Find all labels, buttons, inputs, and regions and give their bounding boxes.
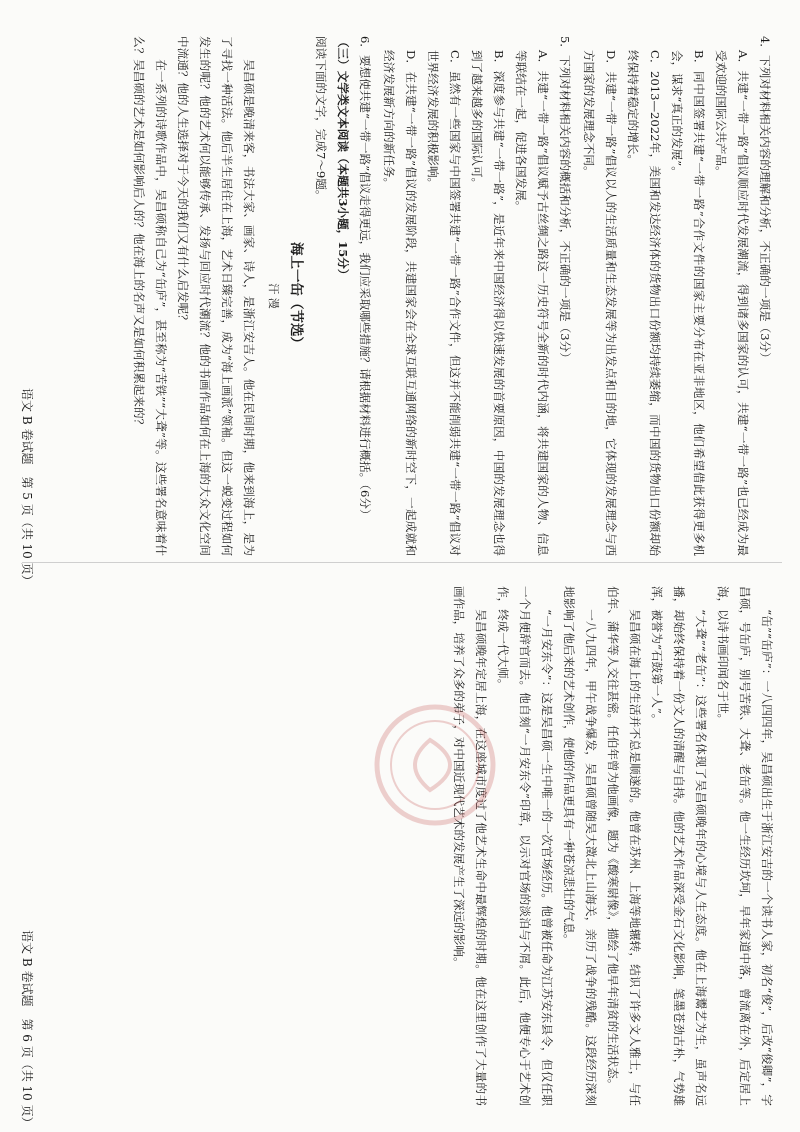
- question-5-option-a: A．共建“一带一路”倡议赋予古丝绸之路这一历史符号全新的时代内涵，将共建国家的人物、信息等联结在一起，促进各国发展。: [514, 50, 550, 556]
- story-paragraph-6: 一八九四年，甲午战争爆发，吴昌硕曾随吴大澂北上山海关，亲历了战争的残酷。这段经历深刻地影响了他后来的艺术创作，使他的作品更具有一种苍凉悲壮的气息。: [562, 586, 598, 1106]
- section-heading: （三）文学类文本阅读（本题共3小题，15分）: [336, 36, 350, 281]
- red-seal-watermark-icon: [370, 700, 500, 830]
- page-divider: [22, 562, 782, 563]
- page-6-footer: 语文 B 卷试题 第 6 页（共 10 页）: [20, 930, 34, 1129]
- question-4-option-c: C．2013—2022年，美国和发达经济体的货物出口份额均持续萎缩，而中国的货物出口份额却始终保持着稳定的增长。: [626, 50, 662, 556]
- question-5-stem: 5．下列对材料相关内容的概括和分析，不正确的一项是（3分）: [558, 36, 572, 364]
- story-paragraph-5: 吴昌硕在海上的生活并不总是顺遂的。他曾在苏州、上海等地辗转，结识了许多文人雅士，与任伯年、蒲华等人交往甚密。任伯年曾为他画像，题为《酸寒尉像》，描绘了他早年清贫的生活状态。: [606, 586, 642, 1106]
- story-paragraph-2: 在一系列的诗歌作品中，吴昌硕称自己为“缶庐”，甚至称为“苦铁”“大聋”等。这些署名意味着什么？吴昌硕的艺术是如何影响后人的？他在海上的名声又是如何积累起来的？: [132, 36, 168, 556]
- page-5-footer: 语文 B 卷试题 第 5 页（共 10 页）: [20, 388, 34, 587]
- story-title: 海上一缶（节选）: [288, 242, 304, 350]
- question-5-option-d: D．在共建“一带一路”倡议的发展阶段，共建国家会在全球互联互通网络的新时空下，一起成就和经济发展新方向的新任务。: [382, 50, 418, 556]
- exam-page-5: [48, 36, 778, 556]
- question-4-option-a: A．共建“一带一路”倡议顺应时代发展潮流，得到诸多国家的认可，共建“一带一路”也已经成为最受欢迎的国际公共产品。: [714, 50, 750, 556]
- story-paragraph-4: “大聋”“老缶”：这些署名体现了吴昌硕晚年的心境与人生态度。他在上海鬻艺为生，虽声名远播，却始终保持着一份文人的清醒与自持。他的艺术作品深受金石文化影响，笔墨苍劲古朴，气势雄浑，被誉为“石鼓第一人”。: [650, 586, 708, 1106]
- question-5-option-b: B．深度参与共建“一带一路”，是近年来中国经济得以快速发展的首要原因，中国的发展理念也得到了越来越多的国际认可。: [470, 50, 506, 556]
- story-paragraph-1: 吴昌硕是晚清来客，书法大家、画家、诗人，是浙江安吉人。他在民间时期，他来到海上，是为了寻找一种活法。他后半生居住在上海，艺术日臻完善，成为“海上画派”领袖。但这一蜕变过程如何发生的呢？他的艺术何以能够传承、发扬与回应时代潮流？他的书画作品如何在上海的大众文化空间中流通？他的人生选择对于今天的我们又有什么启发呢？: [176, 36, 256, 556]
- story-paragraph-8: 吴昌硕晚年定居上海，在这座城市度过了他艺术生命中最辉煌的时期。他在这里创作了大量的书画作品，培养了众多的弟子，对中国近现代艺术的发展产生了深远的影响。: [452, 586, 488, 1106]
- story-author: 汗 漫: [267, 283, 280, 309]
- section-instruction: 阅读下面的文字，完成7～9题。: [314, 36, 328, 202]
- question-4-option-b: B．同中国签署共建“一带一路”合作文件的国家主要分布在亚非地区，他们希望借此获得更多机会，谋求“真正的发展”。: [670, 50, 706, 556]
- story-paragraph-7: “一月安东令”：这是吴昌硕一生中唯一的一次官场经历。他曾被任命为江苏安东县令，但仅任职一个月便辞官而去。他自刻“一月安东令”印章，以示对官场的淡泊与不屑。此后，他便专心于艺术创作，终成一代大师。: [496, 586, 554, 1106]
- question-6-stem: 6．要想使共建“一带一路”倡议走得更远，我们应采取哪些措施？请根据材料进行概括。（6分）: [358, 36, 372, 521]
- question-4-option-d: D．共建“一带一路”倡议以人的生活质量和生态发展等为出发点和目的地，它体现的发展理念与西方国家的发展理念不同。: [582, 50, 618, 556]
- exam-page-6: [48, 586, 778, 1106]
- story-paragraph-3: “缶”“缶庐”：一八四四年，吴昌硕出生于浙江安吉的一个读书人家，初名“俊”，后改“俊卿”，字昌硕，号缶庐，别号苦铁、大聋、老缶等。他一生经历坎坷，早年家道中落，曾流离在外，后定居上海，以诗书画印闻名于世。: [716, 586, 774, 1106]
- question-4-stem: 4．下列对材料相关内容的理解和分析，不正确的一项是（3分）: [758, 36, 772, 364]
- question-5-option-c: C．虽然有一些国家与中国签署共建“一带一路”合作文件，但这并不能削弱共建“一带一路”倡议对世界经济发展的积极影响。: [426, 50, 462, 556]
